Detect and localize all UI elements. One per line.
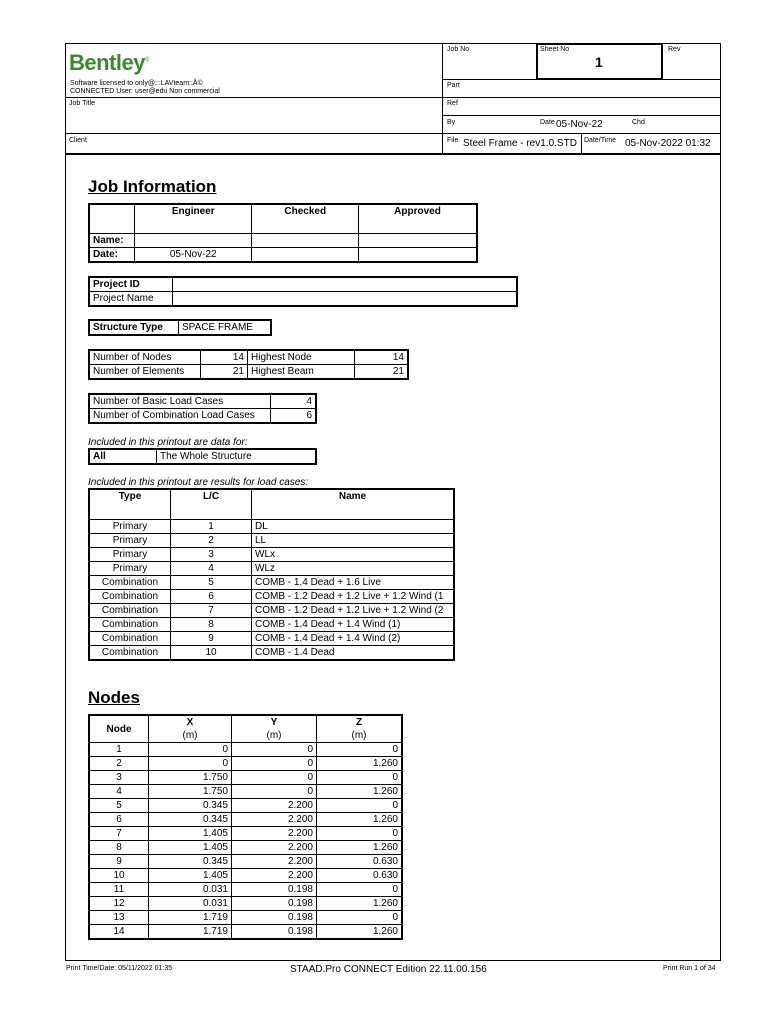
- node-z: 0: [317, 799, 403, 813]
- sheet-no-label: Sheet No: [540, 46, 570, 53]
- node-row: [89, 841, 402, 855]
- header-divider-vertical: [442, 43, 443, 153]
- node-y: 2.200: [232, 841, 317, 855]
- load-case-row: [89, 590, 454, 604]
- node-row: [89, 785, 402, 799]
- lc-number: 3: [171, 548, 252, 562]
- node-row: [89, 883, 402, 897]
- nodes-unit-y: (m): [232, 729, 317, 743]
- lc-number: 5: [171, 576, 252, 590]
- nodes-title: Nodes: [88, 688, 140, 707]
- lc-name: COMB - 1.4 Dead: [252, 646, 455, 661]
- lc-name: COMB - 1.4 Dead + 1.4 Wind (2): [252, 632, 455, 646]
- highest-beam-label: Highest Beam: [248, 365, 355, 380]
- load-case-row: [89, 618, 454, 632]
- node-y: 2.200: [232, 827, 317, 841]
- load-case-row: [89, 548, 454, 562]
- node-y: 2.200: [232, 855, 317, 869]
- lc-number: 10: [171, 646, 252, 661]
- header-divider-vertical: [581, 133, 582, 153]
- load-cases-caption: Included in this printout are results for load cases:: [88, 477, 309, 488]
- node-id: 2: [89, 757, 149, 771]
- datetime-value: 05-Nov-2022 01:32: [625, 138, 711, 149]
- project-name-label: Project Name: [89, 292, 173, 307]
- node-y: 0.198: [232, 911, 317, 925]
- node-id: 6: [89, 813, 149, 827]
- node-x: 1.750: [149, 785, 232, 799]
- lc-number: 1: [171, 520, 252, 534]
- lc-type: Combination: [89, 576, 171, 590]
- row-date-label: Date:: [89, 248, 135, 263]
- job-title-label: Job Title: [69, 100, 96, 107]
- lc-name: LL: [252, 534, 455, 548]
- file-label: File: [447, 137, 459, 144]
- load-case-row: [89, 534, 454, 548]
- nodes-table: [88, 714, 403, 940]
- node-z: 1.260: [317, 813, 403, 827]
- included-data-table: [88, 448, 317, 465]
- node-y: 0.198: [232, 897, 317, 911]
- col-approved: Approved: [358, 204, 477, 234]
- header-rule: [65, 133, 721, 134]
- load-case-row: [89, 576, 454, 590]
- lc-header-name: Name: [252, 489, 455, 520]
- col-checked: Checked: [252, 204, 359, 234]
- footer-print-run: Print Run 1 of 34: [663, 965, 716, 972]
- row-name-label: Name:: [89, 234, 135, 248]
- node-z: 0: [317, 883, 403, 897]
- node-x: 0.031: [149, 883, 232, 897]
- node-id: 5: [89, 799, 149, 813]
- load-cases-body: [89, 520, 454, 661]
- project-id-label: Project ID: [89, 277, 173, 292]
- node-x: 0: [149, 757, 232, 771]
- lc-name: COMB - 1.2 Dead + 1.2 Live + 1.2 Wind (2: [252, 604, 455, 618]
- included-data-value: The Whole Structure: [157, 449, 317, 464]
- lc-name: WLz: [252, 562, 455, 576]
- node-id: 8: [89, 841, 149, 855]
- sheet-no-value: 1: [595, 54, 603, 70]
- node-x: 1.750: [149, 771, 232, 785]
- lc-type: Combination: [89, 618, 171, 632]
- node-z: 0: [317, 771, 403, 785]
- node-x: 0.345: [149, 813, 232, 827]
- lc-name: COMB - 1.4 Dead + 1.4 Wind (1): [252, 618, 455, 632]
- datetime-label: Date/Time: [584, 137, 617, 144]
- included-data-key: All: [89, 449, 157, 464]
- node-row: [89, 799, 402, 813]
- elements-count-value: 21: [201, 365, 248, 380]
- nodes-count-value: 14: [201, 350, 248, 365]
- load-case-row: [89, 646, 454, 661]
- nodes-header-x: X: [149, 715, 232, 729]
- node-z: 0: [317, 827, 403, 841]
- comb-lc-value: 6: [271, 409, 317, 424]
- node-row: [89, 813, 402, 827]
- date-value: 05-Nov-22: [556, 119, 603, 130]
- project-table: [88, 276, 518, 307]
- by-label: By: [447, 119, 456, 126]
- nodes-unit-z: (m): [317, 729, 403, 743]
- comb-lc-label: Number of Combination Load Cases: [89, 409, 271, 424]
- node-z: 1.260: [317, 925, 403, 940]
- lc-type: Primary: [89, 548, 171, 562]
- node-row: [89, 911, 402, 925]
- highest-node-label: Highest Node: [248, 350, 355, 365]
- lc-type: Combination: [89, 590, 171, 604]
- lc-name: COMB - 1.4 Dead + 1.6 Live: [252, 576, 455, 590]
- node-id: 14: [89, 925, 149, 940]
- node-id: 10: [89, 869, 149, 883]
- node-id: 3: [89, 771, 149, 785]
- load-case-row: [89, 562, 454, 576]
- structure-type-label: Structure Type: [89, 320, 179, 335]
- node-id: 7: [89, 827, 149, 841]
- nodes-header-y: Y: [232, 715, 317, 729]
- node-z: 0.630: [317, 869, 403, 883]
- node-z: 1.260: [317, 757, 403, 771]
- structure-type-table: [88, 319, 272, 336]
- lc-name: WLx: [252, 548, 455, 562]
- node-z: 1.260: [317, 897, 403, 911]
- lc-number: 7: [171, 604, 252, 618]
- node-y: 0.198: [232, 925, 317, 940]
- node-row: [89, 869, 402, 883]
- node-x: 1.719: [149, 911, 232, 925]
- node-x: 0.345: [149, 799, 232, 813]
- load-case-row: [89, 604, 454, 618]
- load-case-row: [89, 520, 454, 534]
- nodes-header-node: Node: [89, 715, 149, 743]
- chd-label: Chd: [632, 119, 645, 126]
- node-row: [89, 771, 402, 785]
- nodes-body: [89, 743, 402, 940]
- basic-lc-value: 4: [271, 394, 317, 409]
- nodes-count-label: Number of Nodes: [89, 350, 201, 365]
- header-bottom-rule: [65, 153, 721, 155]
- rev-label: Rev: [668, 46, 681, 53]
- lc-type: Combination: [89, 646, 171, 661]
- node-y: 0: [232, 743, 317, 757]
- node-id: 12: [89, 897, 149, 911]
- node-y: 0: [232, 757, 317, 771]
- node-z: 0.630: [317, 855, 403, 869]
- node-id: 13: [89, 911, 149, 925]
- node-x: 1.405: [149, 841, 232, 855]
- load-case-row: [89, 632, 454, 646]
- node-row: [89, 757, 402, 771]
- counts-table: [88, 349, 409, 380]
- client-label: Client: [69, 137, 87, 144]
- lc-type: Primary: [89, 562, 171, 576]
- elements-count-label: Number of Elements: [89, 365, 201, 380]
- node-id: 1: [89, 743, 149, 757]
- node-x: 1.405: [149, 827, 232, 841]
- lc-number: 4: [171, 562, 252, 576]
- node-x: 1.405: [149, 869, 232, 883]
- node-x: 0: [149, 743, 232, 757]
- node-y: 2.200: [232, 869, 317, 883]
- node-id: 4: [89, 785, 149, 799]
- node-row: [89, 855, 402, 869]
- node-row: [89, 743, 402, 757]
- node-x: 0.345: [149, 855, 232, 869]
- lc-number: 2: [171, 534, 252, 548]
- lc-type: Combination: [89, 604, 171, 618]
- job-information-title: Job Information: [88, 177, 217, 196]
- lc-type: Primary: [89, 534, 171, 548]
- job-info-table: [88, 203, 478, 263]
- nodes-unit-x: (m): [149, 729, 232, 743]
- license-line-1: Software licensed to only@:::LAVteam::Å©: [70, 80, 203, 87]
- lc-number: 6: [171, 590, 252, 604]
- node-y: 2.200: [232, 799, 317, 813]
- node-x: 0.031: [149, 897, 232, 911]
- highest-beam-value: 21: [355, 365, 409, 380]
- header-rule: [65, 97, 721, 98]
- footer-edition: STAAD.Pro CONNECT Edition 22.11.00.156: [290, 964, 487, 975]
- node-row: [89, 925, 402, 940]
- node-z: 0: [317, 911, 403, 925]
- node-y: 0: [232, 785, 317, 799]
- lc-header-lc: L/C: [171, 489, 252, 520]
- part-label: Part: [447, 82, 460, 89]
- node-z: 0: [317, 743, 403, 757]
- node-row: [89, 897, 402, 911]
- node-row: [89, 827, 402, 841]
- header-rule: [442, 115, 721, 116]
- node-z: 1.260: [317, 785, 403, 799]
- nodes-header-z: Z: [317, 715, 403, 729]
- job-no-label: Job No: [447, 46, 470, 53]
- ref-label: Ref: [447, 100, 458, 107]
- node-z: 1.260: [317, 841, 403, 855]
- basic-lc-label: Number of Basic Load Cases: [89, 394, 271, 409]
- lc-number: 8: [171, 618, 252, 632]
- file-value: Steel Frame - rev1.0.STD: [463, 138, 577, 149]
- node-x: 1.719: [149, 925, 232, 940]
- node-id: 11: [89, 883, 149, 897]
- lc-number: 9: [171, 632, 252, 646]
- col-engineer: Engineer: [135, 204, 252, 234]
- lc-type: Primary: [89, 520, 171, 534]
- structure-type-value: SPACE FRAME: [179, 320, 272, 335]
- lc-name: DL: [252, 520, 455, 534]
- footer-print-time: Print Time/Date: 05/11/2022 01:35: [66, 965, 173, 972]
- node-y: 0.198: [232, 883, 317, 897]
- license-line-2: CONNECTED User: user@edu Non commercial: [70, 88, 220, 95]
- load-case-counts-table: [88, 393, 317, 424]
- node-y: 2.200: [232, 813, 317, 827]
- lc-header-type: Type: [89, 489, 171, 520]
- highest-node-value: 14: [355, 350, 409, 365]
- load-cases-table: [88, 488, 455, 661]
- node-id: 9: [89, 855, 149, 869]
- lc-name: COMB - 1.2 Dead + 1.2 Live + 1.2 Wind (1: [252, 590, 455, 604]
- date-label: Date: [540, 119, 555, 126]
- node-y: 0: [232, 771, 317, 785]
- included-data-caption: Included in this printout are data for:: [88, 437, 248, 448]
- bentley-logo: Bentley®: [69, 50, 149, 75]
- engineer-date: 05-Nov-22: [135, 248, 252, 263]
- lc-type: Combination: [89, 632, 171, 646]
